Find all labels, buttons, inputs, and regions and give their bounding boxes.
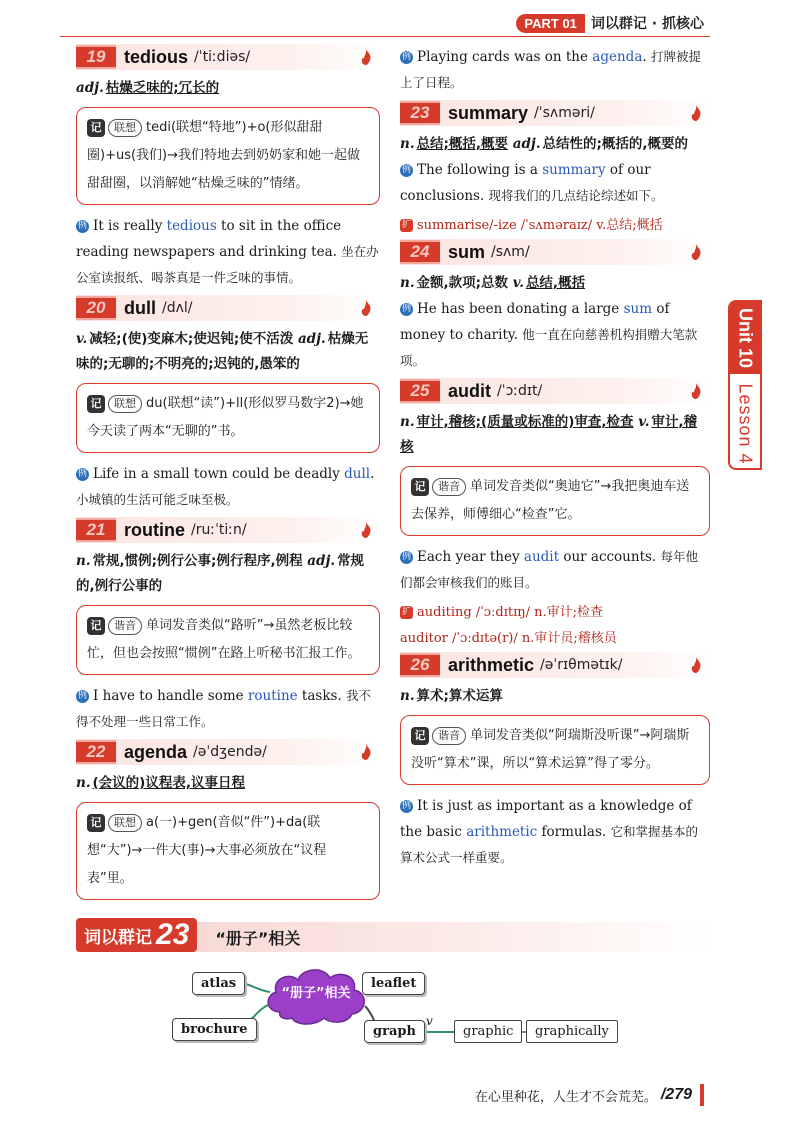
example-translation: 小城镇的生活可能乏味至极。: [76, 492, 239, 507]
memory-tip-box: [76, 383, 380, 453]
mindmap-center-node: [260, 962, 372, 1026]
flame-icon: [690, 657, 702, 673]
mindmap-node-leaflet: leaflet: [362, 972, 425, 995]
header-title: 词以群记 · 抓核心: [590, 16, 704, 32]
memory-tip-box: [400, 715, 710, 785]
phonetic: /ˈtiːdiəs/: [194, 49, 251, 65]
entry-number: 22: [76, 740, 116, 764]
word-group-mindmap: [160, 960, 660, 1060]
example-translation: 现将我们的几点结论综述如下。: [488, 188, 664, 203]
example-sentence: 例 The following is a summary of our conclusions. 现将我们的几点结论综述如下。: [400, 162, 664, 204]
definition: n. (会议的)议程表,议事日程: [76, 775, 245, 791]
extend-icon: 扩: [401, 220, 411, 230]
memory-icon: 记: [87, 617, 105, 635]
memory-method-tag: 谐音: [432, 478, 466, 496]
headword: sum: [448, 241, 486, 262]
flame-icon: [360, 744, 372, 760]
headword: tedious: [124, 46, 189, 67]
example-icon: 例: [77, 691, 87, 701]
memory-method-tag: 谐音: [432, 727, 466, 745]
memory-method-tag: 联想: [108, 119, 142, 137]
page-footer: [475, 1084, 704, 1106]
example-keyword: tedious: [166, 218, 217, 234]
memory-method-tag: 谐音: [108, 617, 142, 635]
mindmap-node-atlas: atlas: [192, 972, 245, 995]
example-sentence: 例 Playing cards was on the agenda. 打牌被提上了日程。: [400, 49, 701, 90]
definition: n. 审计,稽核;(质量或标准的)审查,检查 v. 审计,稽核: [400, 414, 698, 455]
entry-header-audit: [400, 378, 710, 404]
flame-icon: [690, 105, 702, 121]
entry-number: 25: [400, 379, 440, 403]
memory-tip-text: a(一)+gen(音似“件”)+da(联想“大”)→一件大(事)→大事必须放在“议程表”里。: [87, 815, 327, 886]
memory-tip-text: 单词发音类似“奥迪它”→我把奥迪车送去保养，师傅细心“检查”它。: [411, 479, 690, 522]
example-translation: 每年他们都会审核我们的账目。: [400, 549, 699, 590]
entry-number: 24: [400, 240, 440, 264]
example-icon: 例: [77, 469, 87, 479]
flame-icon: [360, 300, 372, 316]
derived-word: auditor /ˈɔːdɪtə(r)/ n.审计员;稽核员: [400, 631, 617, 646]
phonetic: /sʌm/: [491, 244, 530, 260]
flame-icon: [690, 383, 702, 399]
definition: v. 减轻;(使)变麻木;使迟钝;使不活泼 adj. 枯燥无味的;无聊的;不明亮的;迟钝的,愚笨的: [76, 331, 369, 372]
entry-number: 23: [400, 101, 440, 125]
phonetic: /əˈrɪθmətɪk/: [540, 657, 623, 673]
headword: arithmetic: [448, 654, 535, 675]
example-icon: 例: [401, 52, 411, 62]
memory-tip-box: [76, 107, 380, 205]
example-icon: 例: [401, 165, 411, 175]
headword: agenda: [124, 741, 188, 762]
example-keyword: audit: [523, 549, 560, 565]
memory-icon: 记: [87, 814, 105, 832]
word-group-number: 23: [156, 918, 190, 951]
memory-tip-box: [76, 605, 380, 675]
page-header: [516, 12, 704, 34]
memory-icon: 记: [87, 395, 105, 413]
left-column: [76, 44, 380, 908]
headword: dull: [124, 297, 156, 318]
example-sentence: 例 It is just as important as a knowledge of the basic arithmetic formulas. 它和掌握基本的算术公式一样重要。: [400, 798, 699, 865]
memory-icon: 记: [411, 478, 429, 496]
definition: n. 金额,款项;总数 v. 总结,概括: [400, 275, 586, 291]
definition: adj. 枯燥乏味的;冗长的: [76, 80, 220, 96]
memory-icon: 记: [411, 727, 429, 745]
phonetic: /əˈdʒendə/: [193, 744, 267, 760]
memory-tip-box: [400, 466, 710, 536]
flame-icon: [360, 49, 372, 65]
mindmap-node-graphic: graphic: [454, 1020, 522, 1043]
example-sentence: 例 Life in a small town could be deadly dull. 小城镇的生活可能乏味至极。: [76, 466, 375, 507]
mindmap-node-brochure: brochure: [172, 1018, 257, 1041]
entry-header-tedious: [76, 44, 380, 70]
example-translation: 坐在办公室读报纸、喝茶真是一件乏味的事情。: [76, 244, 379, 285]
example-translation: 打牌被提上了日程。: [400, 49, 701, 90]
mindmap-center-label: “册子”相关: [281, 986, 351, 1001]
footer-motto: 在心里种花，人生才不会荒芜。: [474, 1089, 657, 1105]
memory-tip-text: 单词发音类似“阿瑞斯没听课”→阿瑞斯没听“算术”课，所以“算术运算”得了零分。: [411, 728, 690, 771]
example-keyword: arithmetic: [466, 824, 538, 840]
flame-icon: [690, 244, 702, 260]
page-number: /279: [660, 1086, 692, 1103]
example-sentence: 例 He has been donating a large sum of money to charity. 他一直在向慈善机构捐赠大笔款项。: [400, 301, 698, 368]
phonetic: /ruːˈtiːn/: [191, 522, 247, 538]
entry-header-arithmetic: [400, 652, 710, 678]
memory-tip-box: [76, 802, 380, 900]
extend-icon: 扩: [401, 607, 411, 617]
right-column: [400, 44, 710, 875]
example-icon: 例: [401, 552, 411, 562]
entry-header-routine: [76, 517, 380, 543]
flame-icon: [360, 522, 372, 538]
page-number-bar: [700, 1084, 704, 1106]
memory-tip-text: du(联想“读”)+ll(形似罗马数字2)→她今天读了两本“无聊的”书。: [87, 396, 364, 439]
phonetic: /ˈɔːdɪt/: [497, 383, 543, 399]
example-icon: 例: [401, 304, 411, 314]
phonetic: /ˈsʌməri/: [534, 105, 595, 121]
part-badge: PART 01: [516, 14, 585, 33]
entry-header-agenda: [76, 739, 380, 765]
example-translation: 他一直在向慈善机构捐赠大笔款项。: [400, 327, 698, 368]
example-keyword: sum: [623, 301, 653, 317]
example-keyword: dull: [344, 466, 371, 482]
entry-number: 20: [76, 296, 116, 320]
memory-tip-text: tedi(联想“特地”)+o(形似甜甜圈)+us(我们)→我们特地去到奶奶家和她一起做甜甜圈，以消解她“枯燥乏味的”情绪。: [87, 120, 361, 191]
entry-number: 19: [76, 45, 116, 69]
example-icon: 例: [401, 801, 411, 811]
headword: routine: [124, 519, 185, 540]
entry-header-sum: [400, 239, 710, 265]
definition: n. 算术;算术运算: [400, 688, 503, 704]
word-group-badge: 词以群记 23: [76, 918, 197, 952]
header-divider: [60, 36, 710, 37]
mindmap-node-graphically: graphically: [526, 1020, 618, 1043]
entry-header-summary: [400, 100, 710, 126]
side-tab-unit-label: Unit 10: [735, 307, 756, 369]
example-keyword: agenda: [592, 49, 643, 65]
headword: summary: [448, 102, 529, 123]
word-group-banner: [76, 918, 716, 952]
word-group-topic: “册子”相关: [215, 928, 301, 948]
example-icon: 例: [77, 221, 87, 231]
example-keyword: summary: [542, 162, 606, 178]
memory-tip-text: 单词发音类似“路听”→虽然老板比较忙，但也会按照“惯例”在路上听秘书汇报工作。: [87, 618, 361, 661]
definition: n. 总结;概括,概要 adj. 总结性的;概括的,概要的: [400, 136, 689, 152]
example-sentence: 例 I have to handle some routine tasks. 我不得不处理一些日常工作。: [76, 688, 372, 729]
memory-icon: 记: [87, 119, 105, 137]
derived-word: 扩 summarise/-ize /ˈsʌməraɪz/ v.总结;概括: [401, 218, 663, 233]
example-sentence: 例 It is really tedious to sit in the office reading newspapers and drinking tea. 坐在办公室读报纸、喝茶真是一件乏味的事情。: [76, 218, 379, 285]
side-tab-lesson-label: Lesson 4: [735, 383, 756, 465]
entry-header-dull: [76, 295, 380, 321]
example-translation: 它和掌握基本的算术公式一样重要。: [400, 824, 699, 865]
example-sentence: 例 Each year they audit our accounts. 每年他们都会审核我们的账目。: [400, 549, 699, 590]
memory-method-tag: 联想: [108, 814, 142, 832]
unit-side-tab[interactable]: [728, 300, 762, 470]
entry-number: 26: [400, 653, 440, 677]
mindmap-node-graph: graph: [364, 1020, 425, 1043]
mindmap-pos-label: v: [426, 1014, 433, 1028]
headword: audit: [448, 380, 491, 401]
definition: n. 常规,惯例;例行公事;例行程序,例程 adj. 常规的,例行公事的: [76, 553, 365, 594]
memory-method-tag: 联想: [108, 395, 142, 413]
example-keyword: routine: [247, 688, 298, 704]
derived-word: 扩 auditing /ˈɔːdɪtɪŋ/ n.审计;检查: [401, 605, 604, 620]
entry-number: 21: [76, 518, 116, 542]
example-translation: 我不得不处理一些日常工作。: [76, 688, 372, 729]
phonetic: /dʌl/: [162, 300, 193, 316]
